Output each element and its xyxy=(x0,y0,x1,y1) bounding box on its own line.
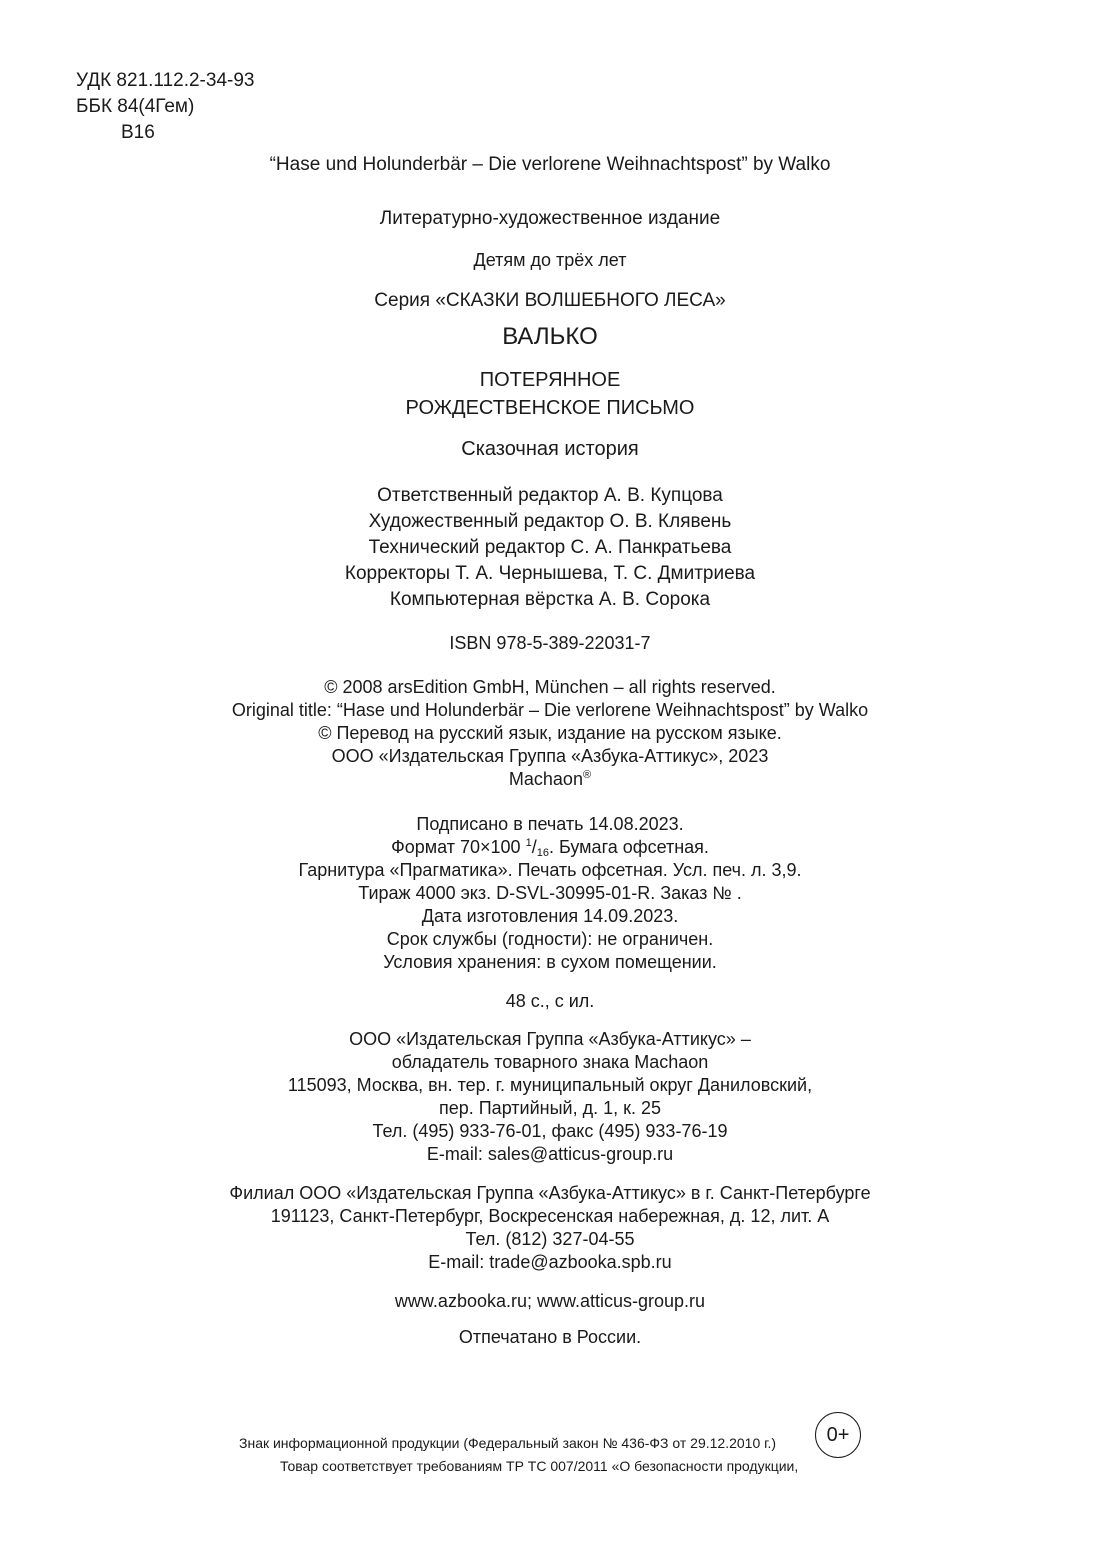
print-format xyxy=(0,837,1100,859)
print-typeface: Гарнитура «Прагматика». Печать офсетная. Усл. печ. л. 3,9. xyxy=(298,860,802,880)
format-denominator: 16 xyxy=(536,847,549,859)
copyright-line: ООО «Издательская Группа «Азбука-Аттикус», 2023 xyxy=(331,746,769,766)
websites: www.azbooka.ru; www.atticus-group.ru xyxy=(394,1291,706,1311)
publisher-email: E-mail: sales@atticus-group.ru xyxy=(426,1144,674,1164)
series-title: Серия «СКАЗКИ ВОЛШЕБНОГО ЛЕСА» xyxy=(374,290,726,311)
book-title-line-1: ПОТЕРЯННОЕ xyxy=(479,369,621,391)
storage-conditions: Условия хранения: в сухом помещении. xyxy=(383,952,717,972)
format-numerator: 1 xyxy=(525,837,532,849)
book-title-line-2: РОЖДЕСТВЕНСКОЕ ПИСЬМО xyxy=(405,397,695,419)
staff-line: Ответственный редактор А. В. Купцова xyxy=(377,485,723,506)
brand-line xyxy=(0,769,1100,790)
branch-email: E-mail: trade@azbooka.spb.ru xyxy=(428,1252,672,1272)
printed-in: Отпечатано в России. xyxy=(458,1327,642,1347)
publisher-line: ООО «Издательская Группа «Азбука-Аттикус» – xyxy=(349,1029,751,1049)
info-mark-note: Знак информационной продукции (Федеральный закон № 436-ФЗ от 29.12.2010 г.) xyxy=(239,1435,777,1451)
publisher-line: пер. Партийный, д. 1, к. 25 xyxy=(438,1098,662,1118)
format-prefix: Формат 70×100 xyxy=(391,837,526,857)
bbk-code: ББК 84(4Гем) xyxy=(76,96,195,117)
udk-code: УДК 821.112.2-34-93 xyxy=(76,70,255,91)
print-made-date: Дата изготовления 14.09.2023. xyxy=(421,906,679,926)
staff-line: Художественный редактор О. В. Клявень xyxy=(368,511,732,532)
staff-line: Корректоры Т. А. Чернышева, Т. С. Дмитриева xyxy=(344,563,756,584)
branch-line: Филиал ООО «Издательская Группа «Азбука-Аттикус» в г. Санкт-Петербурге xyxy=(229,1183,871,1203)
publisher-line: Тел. (495) 933-76-01, факс (495) 933-76-19 xyxy=(372,1121,728,1141)
print-run: Тираж 4000 экз. D-SVL-30995-01-R. Заказ № . xyxy=(358,883,742,903)
shelf-life: Срок службы (годности): не ограничен. xyxy=(386,929,714,949)
branch-line: 191123, Санкт-Петербург, Воскресенская набережная, д. 12, лит. А xyxy=(270,1206,830,1226)
brand-name: Machaon xyxy=(508,769,583,789)
copyright-line: © Перевод на русский язык, издание на русском языке. xyxy=(318,723,782,743)
age-rating-badge: 0+ xyxy=(815,1412,861,1458)
copyright-line: Original title: “Hase und Holunderbär – Die verlorene Weihnachtspost” by Walko xyxy=(231,700,869,720)
publisher-line: обладатель товарного знака Machaon xyxy=(391,1052,709,1072)
book-subtitle: Сказочная история xyxy=(461,438,639,460)
original-credit: “Hase und Holunderbär – Die verlorene Weihnachtspost” by Walko xyxy=(269,154,831,175)
staff-line: Технический редактор С. А. Панкратьева xyxy=(368,537,732,558)
age-note: Детям до трёх лет xyxy=(473,250,627,270)
edition-type: Литературно-художественное издание xyxy=(379,208,721,229)
branch-line: Тел. (812) 327-04-55 xyxy=(465,1229,635,1249)
publisher-line: 115093, Москва, вн. тер. г. муниципальный округ Даниловский, xyxy=(287,1075,813,1095)
author-mark: В16 xyxy=(121,122,155,143)
compliance-note: Товар соответствует требованиям ТР ТС 007/2011 «О безопасности продукции, xyxy=(280,1458,799,1474)
page-count: 48 с., с ил. xyxy=(505,991,595,1011)
print-signed: Подписано в печать 14.08.2023. xyxy=(416,814,684,834)
registered-mark: ® xyxy=(582,769,592,781)
staff-line: Компьютерная вёрстка А. В. Сорока xyxy=(389,589,711,610)
format-slash: / xyxy=(531,837,537,857)
copyright-line: © 2008 arsEdition GmbH, München – all rights reserved. xyxy=(324,677,776,697)
isbn: ISBN 978-5-389-22031-7 xyxy=(449,633,651,653)
format-suffix: . Бумага офсетная. xyxy=(548,837,709,857)
author-name: ВАЛЬКО xyxy=(502,323,598,350)
